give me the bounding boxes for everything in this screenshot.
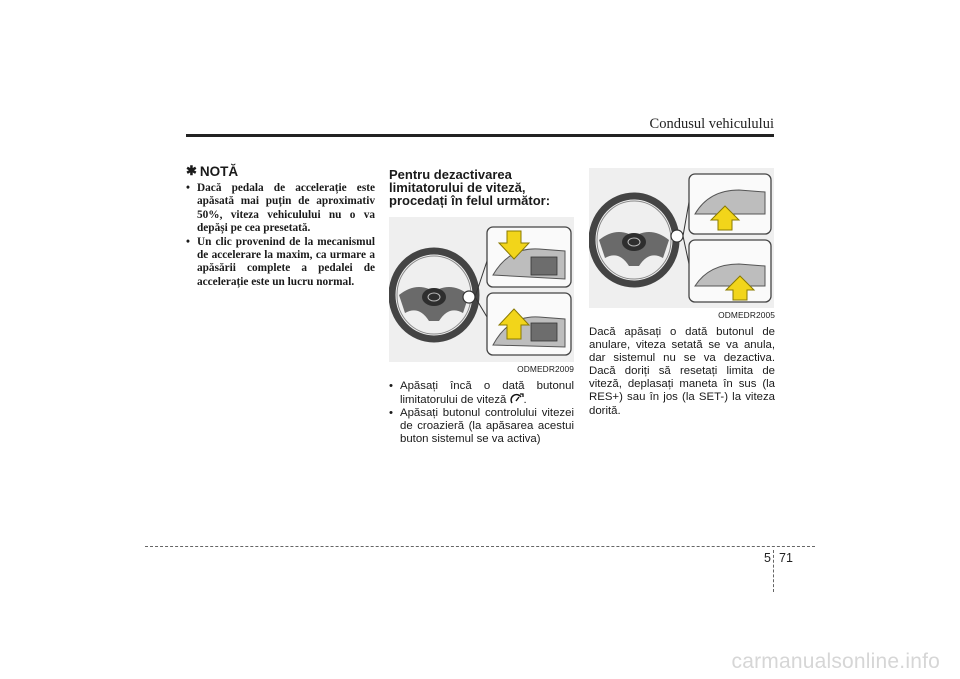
deactivate-item: • Apăsați butonul controlului vitezei de croazieră (la apăsarea acestui buton sistemul se va activa) bbox=[389, 407, 574, 446]
chapter-number: 5 bbox=[764, 551, 771, 565]
deactivate-heading: Pentru dezactivarea limitatorului de viteză, procedați în felul următor: bbox=[389, 167, 551, 208]
deactivate-item bbox=[389, 380, 574, 407]
steering-wheel-figure-1 bbox=[389, 217, 574, 362]
note-item: • Dacă pedala de accelerație este apăsată mai puțin de aproximativ 50%, viteza vehiculului nu o va depăși pe cea presetată. bbox=[186, 182, 375, 236]
deactivate-item-text: Apăsați încă o dată butonul limitatorului de viteză bbox=[400, 380, 574, 407]
note-column bbox=[186, 163, 375, 289]
steering-wheel-illustration bbox=[389, 217, 574, 362]
header-rule bbox=[186, 134, 774, 137]
figure-code: ODMEDR2009 bbox=[517, 364, 574, 374]
deactivate-item-end: . bbox=[523, 394, 527, 407]
reset-paragraph: Dacă apăsați o dată butonul de anulare, viteza setată se va anula, dar sistemul nu se va dezactiva. Dacă doriți să resetați limita de viteză, deplasați maneta în sus (la RES+) sau în jos (la SET-) la viteza dorită. bbox=[589, 326, 775, 417]
page-number: 71 bbox=[779, 551, 793, 565]
watermark: carmanualsonline.info bbox=[731, 650, 940, 673]
note-title bbox=[186, 163, 375, 179]
speed-limiter-icon bbox=[510, 393, 524, 405]
footer-rule bbox=[145, 546, 815, 547]
note-title-text: NOTĂ bbox=[199, 163, 239, 179]
deactivate-list bbox=[389, 380, 574, 446]
steering-wheel-illustration bbox=[589, 168, 774, 308]
deactivate-column bbox=[389, 168, 574, 446]
steering-wheel-figure-2 bbox=[589, 168, 774, 308]
section-header: Condusul vehiculului bbox=[649, 116, 774, 132]
page-number-separator bbox=[773, 550, 774, 592]
note-item: • Un clic provenind de la mecanismul de accelerare la maxim, ca urmare a apăsării complete a pedalei de accelerație este un lucru normal. bbox=[186, 236, 375, 290]
figure-code: ODMEDR2005 bbox=[718, 310, 775, 320]
asterisk-icon: ✱ bbox=[186, 163, 197, 178]
note-list bbox=[186, 182, 375, 289]
reset-column bbox=[589, 168, 775, 418]
